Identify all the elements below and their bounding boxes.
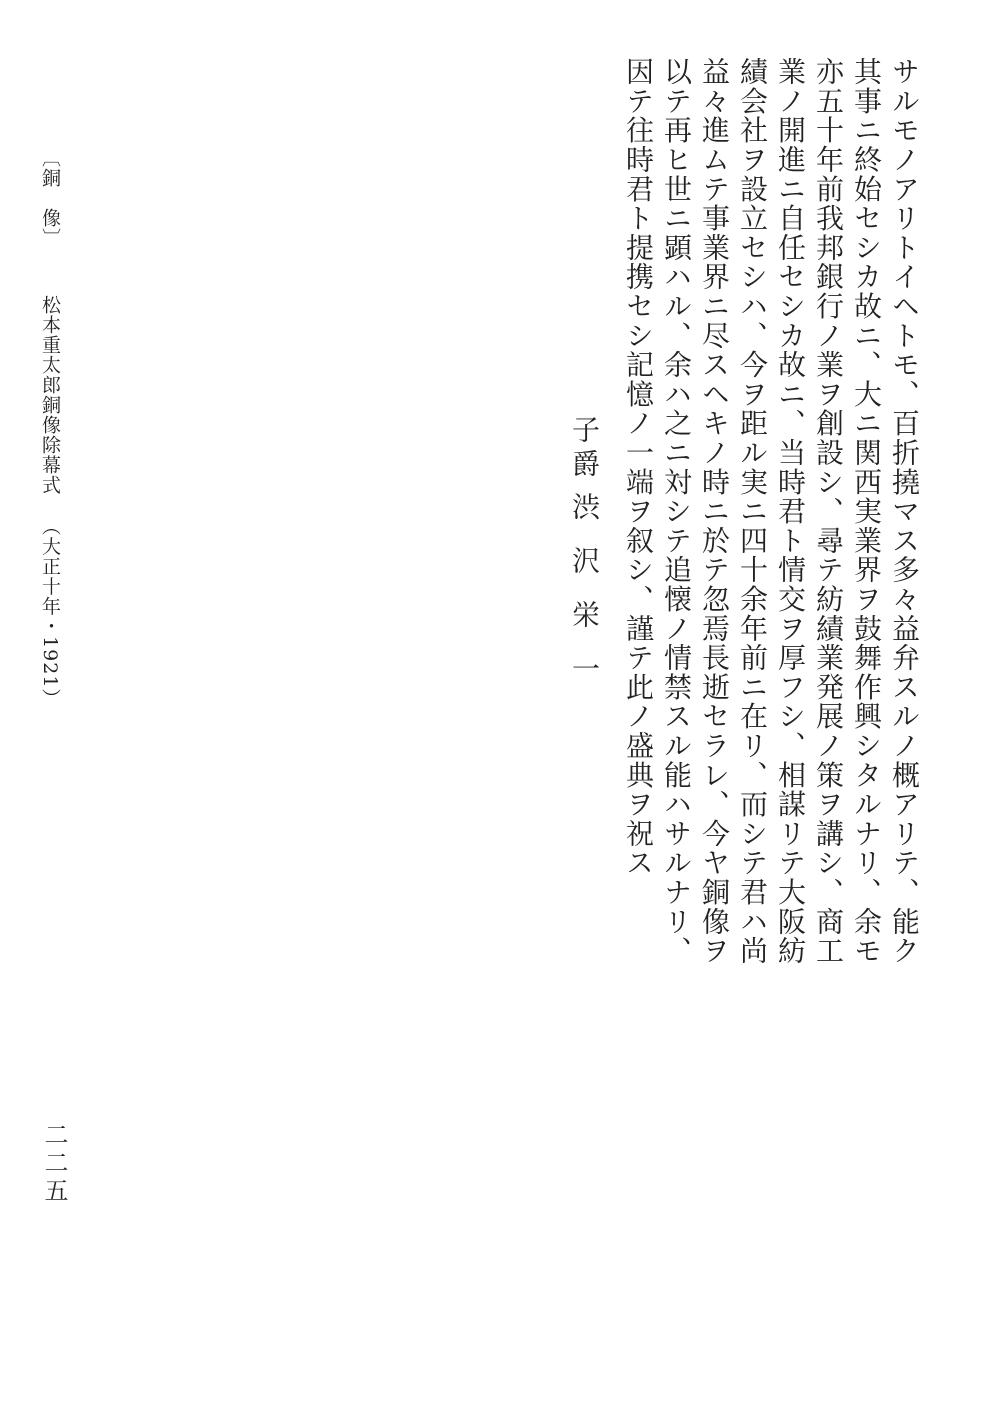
text-column: 績会社ヲ設立セシハ、今ヲ距ル実ニ四十余年前ニ在リ、而シテ君ハ尚	[736, 57, 769, 966]
signature-rank: 子爵	[568, 415, 601, 483]
text-column: 以テ再ヒ世ニ顕ハル、余ハ之ニ対シテ追懐ノ情禁スル能ハサルナリ、	[660, 57, 693, 966]
signature-name: 渋沢栄一	[568, 491, 601, 708]
section-label: 〔銅 像〕	[39, 148, 61, 248]
page-number: 二二五	[40, 1122, 68, 1206]
running-header	[40, 148, 59, 708]
text-column: 因テ往時君ト提携セシ記憶ノ一端ヲ叙シ、謹テ此ノ盛典ヲ祝ス	[622, 57, 655, 878]
era-label: （大正十年・1921）	[39, 516, 61, 709]
body-text	[614, 57, 921, 966]
text-column: 業ノ開進ニ自任セシカ故ニ、当時君ト情交ヲ厚フシ、相謀リテ大阪紡	[774, 57, 807, 966]
event-title: 松本重太郎銅像除幕式	[39, 295, 61, 496]
signature	[568, 415, 601, 708]
text-column: 亦五十年前我邦銀行ノ業ヲ創設シ、尋テ紡績業発展ノ策ヲ講シ、商工	[812, 57, 845, 966]
text-column: 益々進ムテ事業界ニ尽スヘキノ時ニ於テ忽焉長逝セラレ、今ヤ銅像ヲ	[698, 57, 731, 966]
text-column: サルモノアリトイヘトモ、百折撓マス多々益弁スルノ概アリテ、能ク	[888, 57, 921, 966]
text-column: 其事ニ終始セシカ故ニ、大ニ関西実業界ヲ鼓舞作興シタルナリ、余モ	[850, 57, 883, 966]
